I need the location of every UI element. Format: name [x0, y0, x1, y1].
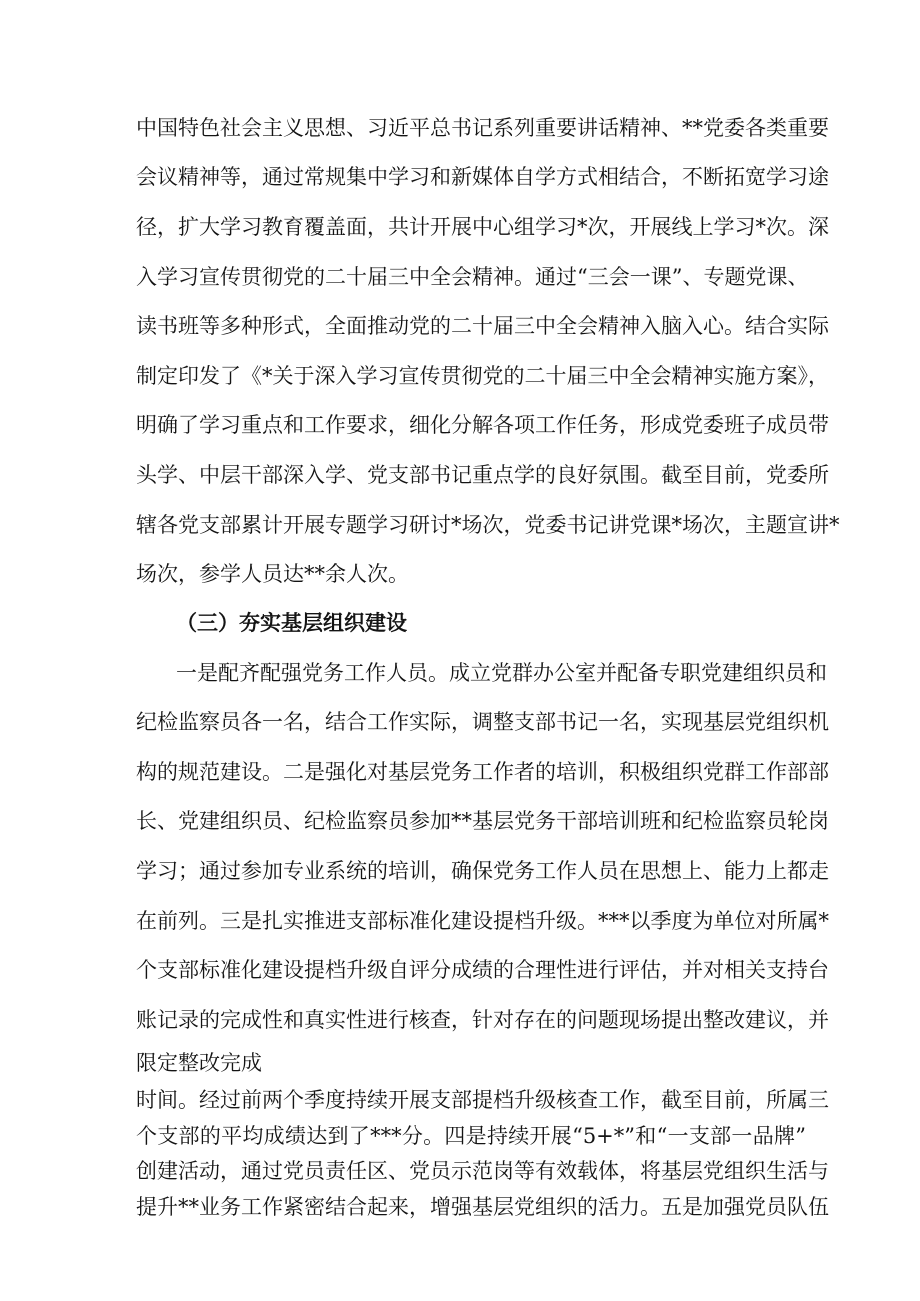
paragraph-line: 个支部的平均成绩达到了***分。四是持续开展“5+*”和“一支部一品牌” [136, 1124, 806, 1148]
paragraph-line: 头学、中层干部深入学、党支部书记重点学的良好氛围。截至目前，党委所 [136, 463, 829, 487]
paragraph-line: 个支部标准化建设提档升级自评分成绩的合理性进行评估，并对相关支持台 [136, 958, 829, 982]
paragraph-line: 入学习宣传贯彻党的二十届三中全会精神。通过“三会一课”、专题党课、 [136, 265, 809, 289]
paragraph-line: 场次，参学人员达**余人次。 [136, 562, 409, 586]
paragraph-line: 长、党建组织员、纪检监察员参加**基层党务干部培训班和纪检监察员轮岗 [136, 809, 829, 833]
paragraph-line: 辖各党支部累计开展专题学习研讨*场次，党委书记讲党课*场次，主题宣讲* [136, 513, 840, 537]
paragraph-line: 限定整改完成 [136, 1051, 262, 1075]
paragraph-line: 构的规范建设。二是强化对基层党务工作者的培训，积极组织党群工作部部 [136, 760, 829, 784]
paragraph-line: 提升**业务工作紧密结合起来，增强基层党组织的活力。五是加强党员队伍 [136, 1195, 829, 1219]
section-heading: （三）夯实基层组织建设 [176, 610, 407, 635]
paragraph-line: 账记录的完成性和真实性进行核查，针对存在的问题现场提出整改建议，并 [136, 1008, 829, 1032]
paragraph-line: 会议精神等，通过常规集中学习和新媒体自学方式相结合，不断拓宽学习途 [136, 165, 829, 189]
paragraph-line: 中国特色社会主义思想、习近平总书记系列重要讲话精神、**党委各类重要 [136, 116, 829, 140]
paragraph-line: 明确了学习重点和工作要求，细化分解各项工作任务，形成党委班子成员带 [136, 413, 829, 437]
paragraph-line: 时间。经过前两个季度持续开展支部提档升级核查工作，截至目前，所属三 [136, 1088, 829, 1112]
paragraph-line: 读书班等多种形式，全面推动党的二十届三中全会精神入脑入心。结合实际 [136, 314, 829, 338]
paragraph-line: 学习；通过参加专业系统的培训，确保党务工作人员在思想上、能力上都走 [136, 859, 829, 883]
paragraph-line: 一是配齐配强党务工作人员。成立党群办公室并配备专职党建组织员和 [176, 661, 827, 685]
paragraph-line: 纪检监察员各一名，结合工作实际，调整支部书记一名，实现基层党组织机 [136, 710, 829, 734]
paragraph-line: 在前列。三是扎实推进支部标准化建设提档升级。***以季度为单位对所属* [136, 909, 829, 933]
paragraph-line: 制定印发了《*关于深入学习宣传贯彻党的二十届三中全会精神实施方案》， [136, 364, 829, 388]
paragraph-line: 创建活动，通过党员责任区、党员示范岗等有效载体，将基层党组织生活与 [136, 1159, 829, 1183]
paragraph-line: 径，扩大学习教育覆盖面，共计开展中心组学习*次，开展线上学习*次。深 [136, 215, 829, 239]
